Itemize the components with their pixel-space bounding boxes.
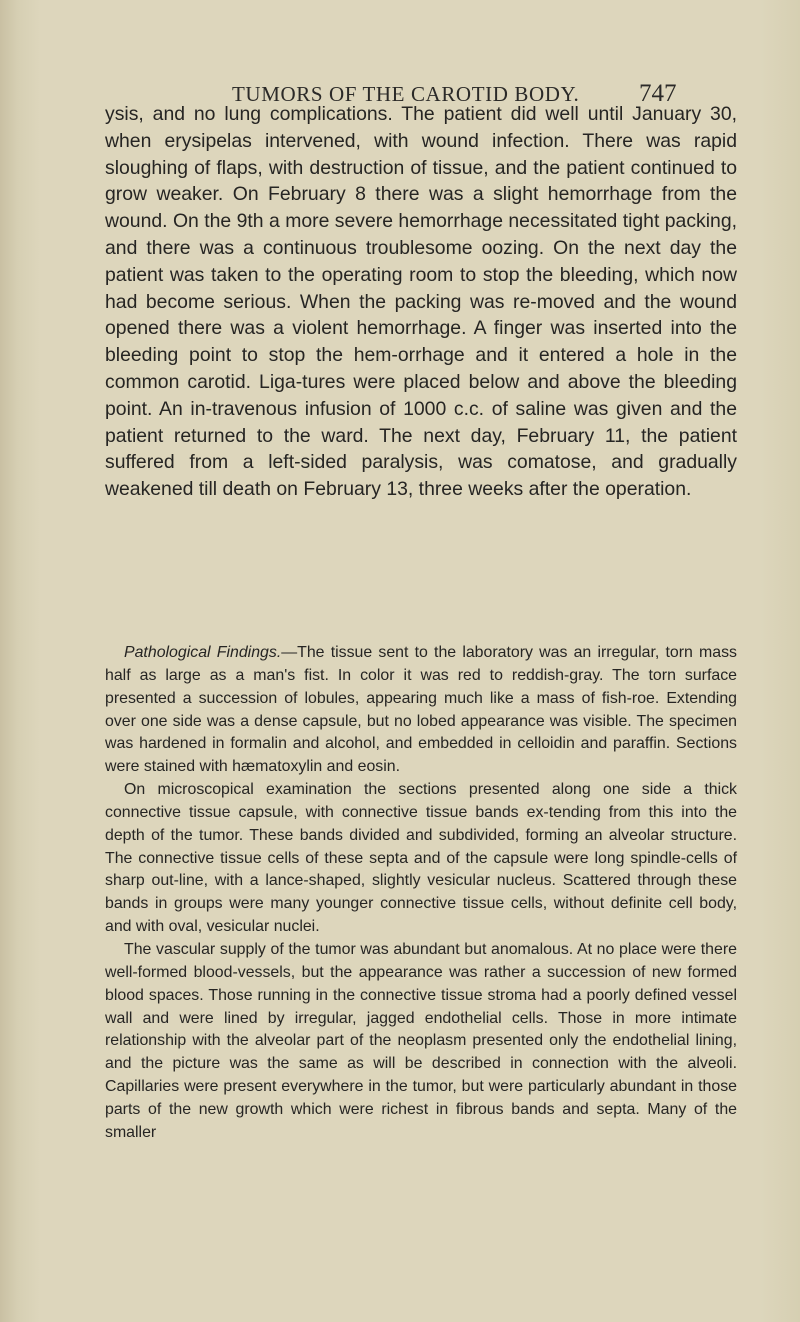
pathology-heading: Pathological Findings. <box>124 644 282 661</box>
pathology-paragraph-1 <box>105 642 737 779</box>
main-paragraph: ysis, and no lung complications. The patient did well until January 30, when erysipelas intervened, with wound infection. There was rapid sloughing of flaps, with destruction of tissue, and the patient continued to grow weaker. On February 8 there was a slight hemorrhage from the wound. On the 9th a more severe hemorrhage necessitated tight packing, and there was a continuous troublesome oozing. On the next day the patient was taken to the operating room to stop the bleeding, which now had become serious. When the packing was re-moved and the wound opened there was a violent hemorrhage. A finger was inserted into the bleeding point to stop the hem-orrhage and it entered a hole in the common carotid. Liga-tures were placed below and above the bleeding point. An in-travenous infusion of 1000 c.c. of saline was given and the patient returned to the ward. The next day, February 11, the patient suffered from a left-sided paralysis, was comatose, and gradually weakened till death on February 13, three weeks after the operation. <box>105 103 737 501</box>
running-head: TUMORS OF THE CAROTID BODY. <box>232 82 580 106</box>
pathology-section <box>105 642 737 1145</box>
pathology-paragraph-1-text: —The tissue sent to the laboratory was an irregular, torn mass half as large as a man's fist. In color it was red to reddish-gray. The torn surface presented a succession of lobules, appearing much like a mass of fish-roe. Extending over one side was a dense capsule, but no lobed appearance was visible. The specimen was hardened in formalin and alcohol, and embedded in celloidin and paraffin. Sections were stained with hæmatoxylin and eosin. <box>105 644 737 776</box>
main-text-block <box>105 101 737 503</box>
pathology-paragraph-2: On microscopical examination the sections presented along one side a thick connective tissue capsule, with connective tissue bands ex-tending from this into the depth of the tumor. These bands divided and subdivided, forming an alveolar structure. The connective tissue cells of these septa and of the capsule were long spindle-cells of sharp out-line, with a lance-shaped, slightly vesicular nucleus. Scattered through these bands in groups were many younger connective tissue cells, without definite cell body, and with oval, vesicular nuclei. <box>105 781 737 936</box>
page-number: 747 <box>639 80 677 107</box>
pathology-paragraph-3: The vascular supply of the tumor was abundant but anomalous. At no place were there well-formed blood-vessels, but the appearance was rather a succession of new formed blood spaces. Those running in the connective tissue stroma had a poorly defined vessel wall and were lined by irregular, jagged endothelial cells. Those in more intimate relationship with the alveolar part of the neoplasm presented only the endothelial lining, and the picture was the same as will be described in connection with the alveoli. Capillaries were present everywhere in the tumor, but were particularly abundant in those parts of the new growth which were richest in fibrous bands and septa. Many of the smaller <box>105 940 737 1141</box>
